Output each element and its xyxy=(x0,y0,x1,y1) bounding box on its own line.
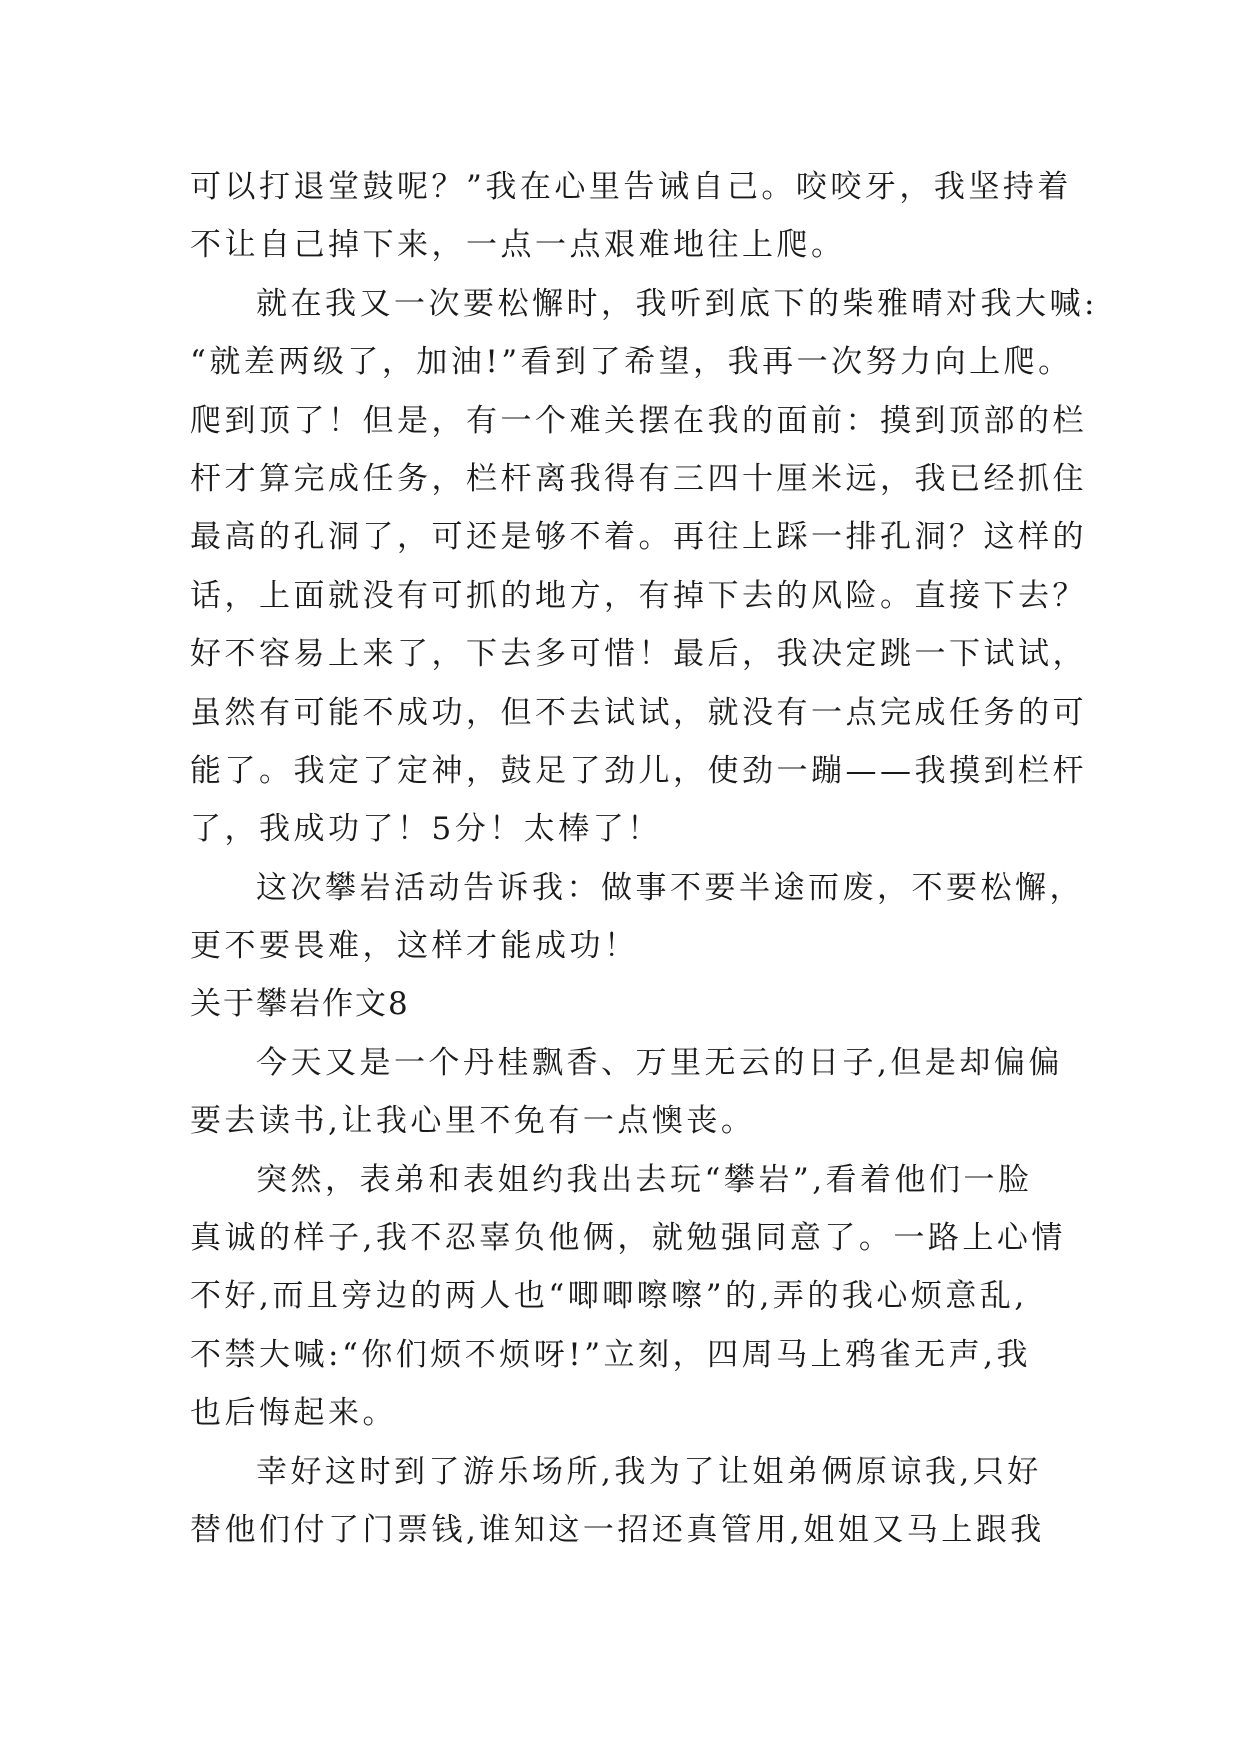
text-line: “就差两级了，加油!”看到了希望，我再一次努力向上爬。 xyxy=(190,344,1073,381)
text-line: 真诚的样子,我不忍辜负他俩，就勉强同意了。一路上心情 xyxy=(190,1220,1066,1257)
paragraph-start-line: 就在我又一次要松懈时，我听到底下的柴雅晴对我大喊: xyxy=(256,285,1098,322)
text-line: 爬到顶了！但是，有一个难关摆在我的面前：摸到顶部的栏 xyxy=(190,402,1087,439)
text-line: 更不要畏难，这样才能成功！ xyxy=(190,928,639,965)
text-line: 不禁大喊:“你们烦不烦呀!”立刻，四周马上鸦雀无声,我 xyxy=(190,1336,1031,1373)
text-line: 不让自己掉下来，一点一点艰难地往上爬。 xyxy=(190,227,846,264)
text-line: 虽然有可能不成功，但不去试试，就没有一点完成任务的可 xyxy=(190,694,1087,731)
text-line: 好不容易上来了，下去多可惜！最后，我决定跳一下试试， xyxy=(190,636,1087,673)
paragraph-start-line: 今天又是一个丹桂飘香、万里无云的日子,但是却偏偏 xyxy=(256,1044,1063,1081)
paragraph-start-line: 突然，表弟和表姐约我出去玩“攀岩”,看着他们一脸 xyxy=(256,1161,1033,1198)
text-line: 最高的孔洞了，可还是够不着。再往上踩一排孔洞？这样的 xyxy=(190,519,1087,556)
text-line: 可以打退堂鼓呢？”我在心里告诫自己。咬咬牙，我坚持着 xyxy=(190,169,1072,205)
document-body xyxy=(190,158,1098,1559)
text-line: 也后悔起来。 xyxy=(190,1395,397,1432)
text-line: 要去读书,让我心里不免有一点懊丧。 xyxy=(190,1103,756,1140)
text-line: 能了。我定了定神，鼓足了劲儿，使劲一蹦——我摸到栏杆 xyxy=(190,752,1087,789)
text-line: 替他们付了门票钱,谁知这一招还真管用,姐姐又马上跟我 xyxy=(190,1511,1045,1548)
text-line: 话，上面就没有可抓的地方，有掉下去的风险。直接下去？ xyxy=(190,577,1087,614)
paragraph-start-line: 这次攀岩活动告诉我：做事不要半途而废，不要松懈， xyxy=(256,869,1084,906)
paragraph-start-line: 幸好这时到了游乐场所,我为了让姐弟俩原谅我,只好 xyxy=(256,1453,1042,1490)
section-heading: 关于攀岩作文8 xyxy=(190,986,410,1023)
text-line: 了，我成功了！5分！太棒了！ xyxy=(190,811,662,848)
text-line: 不好,而且旁边的两人也“唧唧嚓嚓”的,弄的我心烦意乱, xyxy=(190,1278,1028,1315)
text-line: 杆才算完成任务，栏杆离我得有三四十厘米远，我已经抓住 xyxy=(190,460,1087,497)
